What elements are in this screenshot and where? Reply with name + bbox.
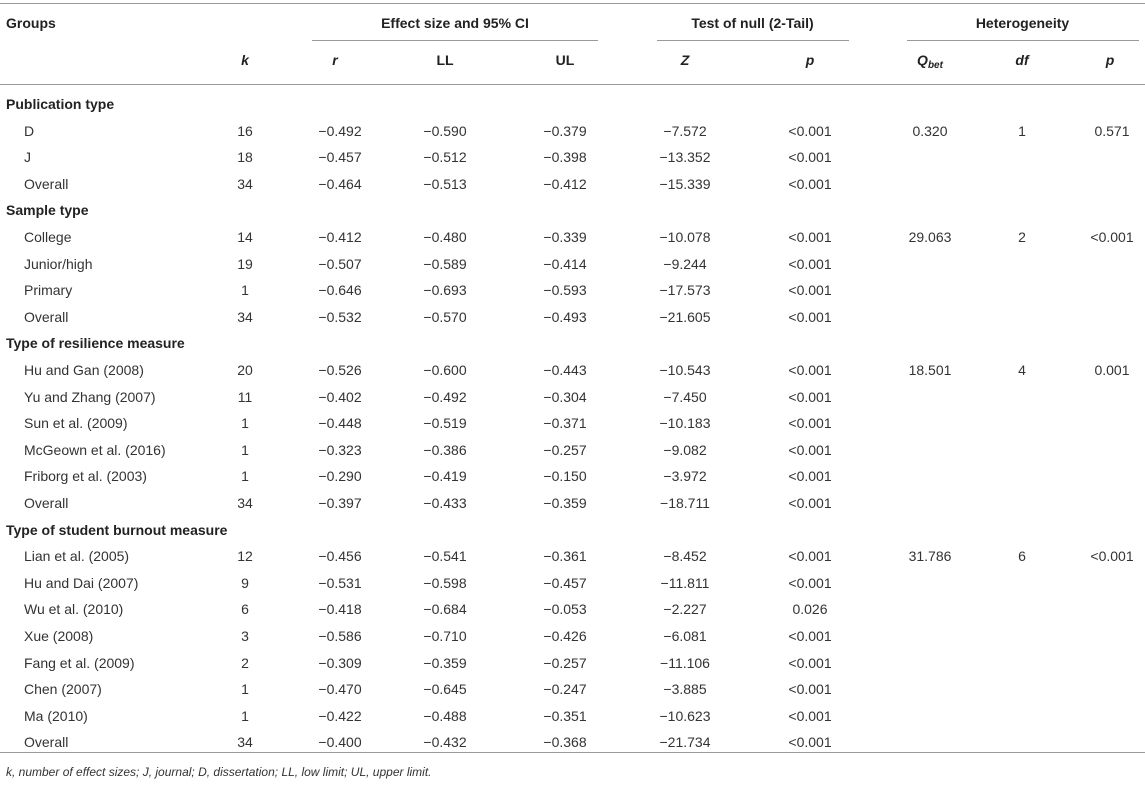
k-cell: 1 xyxy=(241,282,249,299)
test-of-null-header: Test of null (2-Tail) xyxy=(691,15,814,31)
k-cell: 34 xyxy=(237,495,253,511)
r-cell: −0.309 xyxy=(318,654,362,671)
q-bet-cell xyxy=(890,251,970,277)
z-cell: −10.623 xyxy=(659,707,711,724)
row-label: Wu et al. (2010) xyxy=(24,601,124,618)
table-row xyxy=(0,171,1145,197)
k-cell: 1 xyxy=(241,681,249,698)
ul-cell: −0.371 xyxy=(543,415,587,432)
ul-cell: −0.351 xyxy=(543,707,587,724)
p-heterogeneity-cell xyxy=(1072,304,1145,330)
p-cell: <0.001 xyxy=(788,255,832,272)
p-heterogeneity-cell xyxy=(1072,463,1145,489)
df-cell xyxy=(992,144,1052,170)
ll-cell: −0.433 xyxy=(423,495,467,511)
ul-cell: −0.412 xyxy=(543,175,587,192)
df-cell: 2 xyxy=(1018,229,1026,245)
r-cell: −0.323 xyxy=(318,441,362,458)
row-label: Xue (2008) xyxy=(24,628,94,644)
z-cell: −18.711 xyxy=(660,495,710,511)
table-row xyxy=(0,490,1145,516)
p-cell: <0.001 xyxy=(788,122,832,139)
p-cell: <0.001 xyxy=(788,628,832,644)
p-cell: <0.001 xyxy=(788,229,832,245)
z-cell: −7.572 xyxy=(663,122,707,139)
p-cell: <0.001 xyxy=(788,441,832,458)
q-bet-cell xyxy=(890,490,970,516)
q-bet-cell xyxy=(890,703,970,729)
q-bet-cell xyxy=(890,596,970,622)
ll-cell: −0.480 xyxy=(423,229,467,245)
k-cell: 1 xyxy=(241,707,249,724)
z-cell: −2.227 xyxy=(663,601,707,618)
p-heterogeneity-cell xyxy=(1072,410,1145,436)
z-cell: −21.734 xyxy=(659,734,711,751)
ll-cell: −0.710 xyxy=(423,628,467,644)
r-cell: −0.526 xyxy=(318,362,362,378)
row-label: Ma (2010) xyxy=(24,707,88,724)
z-cell: −21.605 xyxy=(659,308,711,325)
ul-cell: −0.593 xyxy=(543,282,587,299)
df-cell xyxy=(992,410,1052,436)
r-cell: −0.448 xyxy=(318,415,362,432)
row-label: Overall xyxy=(24,734,69,751)
r-cell: −0.412 xyxy=(318,229,362,245)
ul-cell: −0.247 xyxy=(543,681,587,698)
table-row xyxy=(0,384,1145,410)
p-heterogeneity-cell: 0.571 xyxy=(1094,122,1130,139)
p-heterogeneity-cell xyxy=(1072,251,1145,277)
row-label: Hu and Dai (2007) xyxy=(24,574,139,591)
k-cell: 14 xyxy=(237,229,253,245)
group-title: Type of resilience measure xyxy=(6,335,185,352)
table-row xyxy=(0,676,1145,702)
ul-cell: −0.257 xyxy=(543,654,587,671)
q-bet-cell: 29.063 xyxy=(908,229,952,245)
p-cell: <0.001 xyxy=(788,415,832,432)
z-cell: −7.450 xyxy=(663,388,707,405)
k-cell: 18 xyxy=(237,149,253,166)
ll-cell: −0.432 xyxy=(423,734,467,751)
z-cell: −6.081 xyxy=(663,628,707,644)
row-label: Hu and Gan (2008) xyxy=(24,362,144,378)
ll-cell: −0.590 xyxy=(423,122,467,139)
q-bet-cell xyxy=(890,437,970,463)
ll-cell: −0.386 xyxy=(423,441,467,458)
table-row xyxy=(0,251,1145,277)
q-symbol: Q xyxy=(917,52,928,68)
z-cell: −10.543 xyxy=(659,362,711,378)
r-cell: −0.507 xyxy=(318,255,362,272)
ul-cell: −0.379 xyxy=(543,122,587,139)
p-cell: <0.001 xyxy=(788,707,832,724)
ll-cell: −0.693 xyxy=(423,282,467,299)
p-cell: 0.026 xyxy=(792,601,828,618)
z-cell: −10.183 xyxy=(659,415,711,432)
df-cell xyxy=(992,676,1052,702)
ul-cell: −0.368 xyxy=(543,734,587,751)
table-top-rule xyxy=(0,3,1145,4)
ll-cell: −0.589 xyxy=(423,255,467,272)
r-cell: −0.418 xyxy=(318,601,362,618)
df-column-header: df xyxy=(1015,52,1029,68)
ll-cell: −0.512 xyxy=(423,149,467,166)
table-row xyxy=(0,596,1145,622)
q-bet-cell xyxy=(890,384,970,410)
df-cell xyxy=(992,171,1052,197)
k-cell: 16 xyxy=(237,122,253,139)
k-cell: 1 xyxy=(241,468,249,485)
k-cell: 3 xyxy=(241,628,249,644)
q-subscript: bet xyxy=(927,60,943,71)
heterogeneity-header: Heterogeneity xyxy=(975,15,1070,31)
ul-cell: −0.339 xyxy=(543,229,587,245)
p-cell: <0.001 xyxy=(788,548,832,565)
p-cell: <0.001 xyxy=(788,308,832,325)
ll-cell: −0.645 xyxy=(423,681,467,698)
z-cell: −10.078 xyxy=(659,229,711,245)
ll-cell: −0.513 xyxy=(423,175,467,192)
table-row xyxy=(0,277,1145,303)
header-row-2 xyxy=(0,47,1145,73)
df-cell xyxy=(992,304,1052,330)
q-bet-cell xyxy=(890,570,970,596)
p-cell: <0.001 xyxy=(788,388,832,405)
row-label: Overall xyxy=(24,495,69,511)
ul-cell: −0.257 xyxy=(543,441,587,458)
ll-cell: −0.684 xyxy=(423,601,467,618)
p-heterogeneity-cell xyxy=(1072,596,1145,622)
row-label: Fang et al. (2009) xyxy=(24,654,135,671)
r-cell: −0.532 xyxy=(318,308,362,325)
ll-cell: −0.600 xyxy=(423,362,467,378)
p-cell: <0.001 xyxy=(788,362,832,378)
group-heading-row xyxy=(0,91,1145,117)
ll-cell: −0.419 xyxy=(423,468,467,485)
ul-cell: −0.359 xyxy=(543,495,587,511)
z-column-header: Z xyxy=(680,52,690,68)
group-heading-row xyxy=(0,517,1145,543)
q-bet-cell xyxy=(890,650,970,676)
row-label: Friborg et al. (2003) xyxy=(24,468,147,485)
q-bet-cell xyxy=(890,304,970,330)
z-cell: −8.452 xyxy=(663,548,707,565)
k-cell: 11 xyxy=(237,388,253,405)
df-cell xyxy=(992,703,1052,729)
q-bet-cell xyxy=(890,144,970,170)
r-cell: −0.464 xyxy=(318,175,362,192)
p-cell: <0.001 xyxy=(788,681,832,698)
z-cell: −11.106 xyxy=(660,654,710,671)
p-heterogeneity-cell xyxy=(1072,623,1145,649)
row-label: McGeown et al. (2016) xyxy=(24,441,166,458)
header-row-1 xyxy=(0,10,1145,36)
ul-cell: −0.426 xyxy=(543,628,587,644)
p-cell: <0.001 xyxy=(788,282,832,299)
ul-cell: −0.361 xyxy=(543,548,587,565)
table-row xyxy=(0,463,1145,489)
table-row xyxy=(0,623,1145,649)
p-heterogeneity-cell xyxy=(1072,570,1145,596)
k-cell: 34 xyxy=(237,175,253,192)
ll-cell: −0.598 xyxy=(423,574,467,591)
groups-header: Groups xyxy=(6,15,56,31)
z-cell: −11.811 xyxy=(660,574,710,591)
group-title: Type of student burnout measure xyxy=(6,521,228,538)
heterogeneity-underline xyxy=(907,40,1139,41)
r-cell: −0.531 xyxy=(318,574,362,591)
p-heterogeneity-cell xyxy=(1072,703,1145,729)
q-bet-cell: 31.786 xyxy=(908,548,952,565)
df-cell xyxy=(992,251,1052,277)
p-heterogeneity-cell xyxy=(1072,437,1145,463)
q-bet-cell xyxy=(890,623,970,649)
ll-cell: −0.570 xyxy=(423,308,467,325)
p-column-header: p xyxy=(805,52,815,68)
k-cell: 12 xyxy=(237,548,253,565)
table-row xyxy=(0,118,1145,144)
k-cell: 2 xyxy=(241,654,249,671)
row-label: Primary xyxy=(24,282,73,299)
table-row xyxy=(0,437,1145,463)
k-cell: 34 xyxy=(237,734,253,751)
ul-cell: −0.414 xyxy=(543,255,587,272)
p-heterogeneity-cell: 0.001 xyxy=(1094,362,1130,378)
r-cell: −0.456 xyxy=(318,548,362,565)
row-label: D xyxy=(24,122,35,139)
r-cell: −0.492 xyxy=(318,122,362,139)
z-cell: −15.339 xyxy=(659,175,711,192)
row-label: Overall xyxy=(24,175,69,192)
p-cell: <0.001 xyxy=(788,574,832,591)
test-of-null-underline xyxy=(657,40,849,41)
p-cell: <0.001 xyxy=(788,734,832,751)
z-cell: −3.972 xyxy=(663,468,707,485)
p-heterogeneity-cell: <0.001 xyxy=(1090,229,1134,245)
group-heading-row xyxy=(0,197,1145,223)
p-heterogeneity-cell xyxy=(1072,490,1145,516)
z-cell: −9.082 xyxy=(663,441,707,458)
df-cell: 4 xyxy=(1018,362,1026,378)
row-label: College xyxy=(24,229,72,245)
table-row xyxy=(0,410,1145,436)
row-label: Junior/high xyxy=(24,255,93,272)
table-row xyxy=(0,543,1145,569)
df-cell xyxy=(992,623,1052,649)
r-cell: −0.470 xyxy=(318,681,362,698)
q-bet-cell xyxy=(890,676,970,702)
df-cell xyxy=(992,277,1052,303)
table-row xyxy=(0,304,1145,330)
df-cell xyxy=(992,596,1052,622)
k-cell: 19 xyxy=(237,255,253,272)
row-label: Yu and Zhang (2007) xyxy=(24,388,156,405)
q-bet-cell xyxy=(890,171,970,197)
ll-cell: −0.488 xyxy=(423,707,467,724)
k-cell: 6 xyxy=(241,601,249,618)
p-heterogeneity-cell: <0.001 xyxy=(1090,548,1134,565)
z-cell: −9.244 xyxy=(663,255,707,272)
row-label: J xyxy=(24,149,31,166)
r-cell: −0.402 xyxy=(318,388,362,405)
z-cell: −3.885 xyxy=(663,681,707,698)
ul-cell: −0.150 xyxy=(543,468,587,485)
df-cell xyxy=(992,650,1052,676)
p-heterogeneity-cell xyxy=(1072,277,1145,303)
k-column-header: k xyxy=(241,52,249,68)
k-cell: 20 xyxy=(237,362,253,378)
r-cell: −0.422 xyxy=(318,707,362,724)
group-title: Publication type xyxy=(6,96,115,112)
k-cell: 9 xyxy=(241,574,249,591)
row-label: Lian et al. (2005) xyxy=(24,548,130,565)
table-row xyxy=(0,570,1145,596)
df-cell: 1 xyxy=(1018,122,1026,139)
p-heterogeneity-cell xyxy=(1072,171,1145,197)
q-bet-cell xyxy=(890,463,970,489)
q-bet-column-header xyxy=(900,47,960,73)
table-bottom-rule xyxy=(0,752,1145,753)
r-column-header: r xyxy=(332,52,338,68)
effect-size-underline xyxy=(312,40,598,41)
p-cell: <0.001 xyxy=(788,149,832,166)
table-row xyxy=(0,224,1145,250)
df-cell xyxy=(992,570,1052,596)
table-row xyxy=(0,357,1145,383)
k-cell: 1 xyxy=(241,415,249,432)
group-title: Sample type xyxy=(6,202,89,219)
z-cell: −13.352 xyxy=(659,149,711,166)
table-row xyxy=(0,650,1145,676)
p-cell: <0.001 xyxy=(788,175,832,192)
df-cell xyxy=(992,384,1052,410)
ll-cell: −0.359 xyxy=(423,654,467,671)
k-cell: 1 xyxy=(241,441,249,458)
row-label: Chen (2007) xyxy=(24,681,102,698)
q-bet-cell: 18.501 xyxy=(908,362,952,378)
ul-cell: −0.493 xyxy=(543,308,587,325)
k-cell: 34 xyxy=(237,308,253,325)
p-heterogeneity-cell xyxy=(1072,676,1145,702)
r-cell: −0.400 xyxy=(318,734,362,751)
group-heading-row xyxy=(0,330,1145,356)
df-cell xyxy=(992,437,1052,463)
row-label: Overall xyxy=(24,308,69,325)
effect-size-header: Effect size and 95% CI xyxy=(381,15,529,31)
ul-cell: −0.304 xyxy=(543,388,587,405)
ul-cell: −0.398 xyxy=(543,149,587,166)
df-cell xyxy=(992,463,1052,489)
table-footnote: k, number of effect sizes; J, journal; D, dissertation; LL, low limit; UL, upper limit. xyxy=(6,765,432,779)
p-heterogeneity-cell xyxy=(1072,650,1145,676)
r-cell: −0.290 xyxy=(318,468,362,485)
p-cell: <0.001 xyxy=(788,468,832,485)
table-row xyxy=(0,703,1145,729)
p-cell: <0.001 xyxy=(788,654,832,671)
header-bottom-rule xyxy=(0,84,1145,85)
r-cell: −0.586 xyxy=(318,628,362,644)
ll-cell: −0.541 xyxy=(423,548,467,565)
p-cell: <0.001 xyxy=(788,495,832,511)
q-bet-cell: 0.320 xyxy=(912,122,948,139)
row-label: Sun et al. (2009) xyxy=(24,415,128,432)
df-cell xyxy=(992,490,1052,516)
z-cell: −17.573 xyxy=(659,282,711,299)
ll-cell: −0.519 xyxy=(423,415,467,432)
ul-cell: −0.053 xyxy=(543,601,587,618)
r-cell: −0.646 xyxy=(318,282,362,299)
ul-column-header: UL xyxy=(555,52,575,68)
ul-cell: −0.457 xyxy=(543,574,587,591)
ll-column-header: LL xyxy=(436,52,454,68)
p-heterogeneity-column-header: p xyxy=(1105,52,1115,68)
r-cell: −0.457 xyxy=(318,149,362,166)
q-bet-cell xyxy=(890,277,970,303)
ul-cell: −0.443 xyxy=(543,362,587,378)
table-row xyxy=(0,144,1145,170)
df-cell: 6 xyxy=(1018,548,1026,565)
r-cell: −0.397 xyxy=(318,495,362,511)
q-bet-cell xyxy=(890,410,970,436)
ll-cell: −0.492 xyxy=(423,388,467,405)
p-heterogeneity-cell xyxy=(1072,384,1145,410)
p-heterogeneity-cell xyxy=(1072,144,1145,170)
